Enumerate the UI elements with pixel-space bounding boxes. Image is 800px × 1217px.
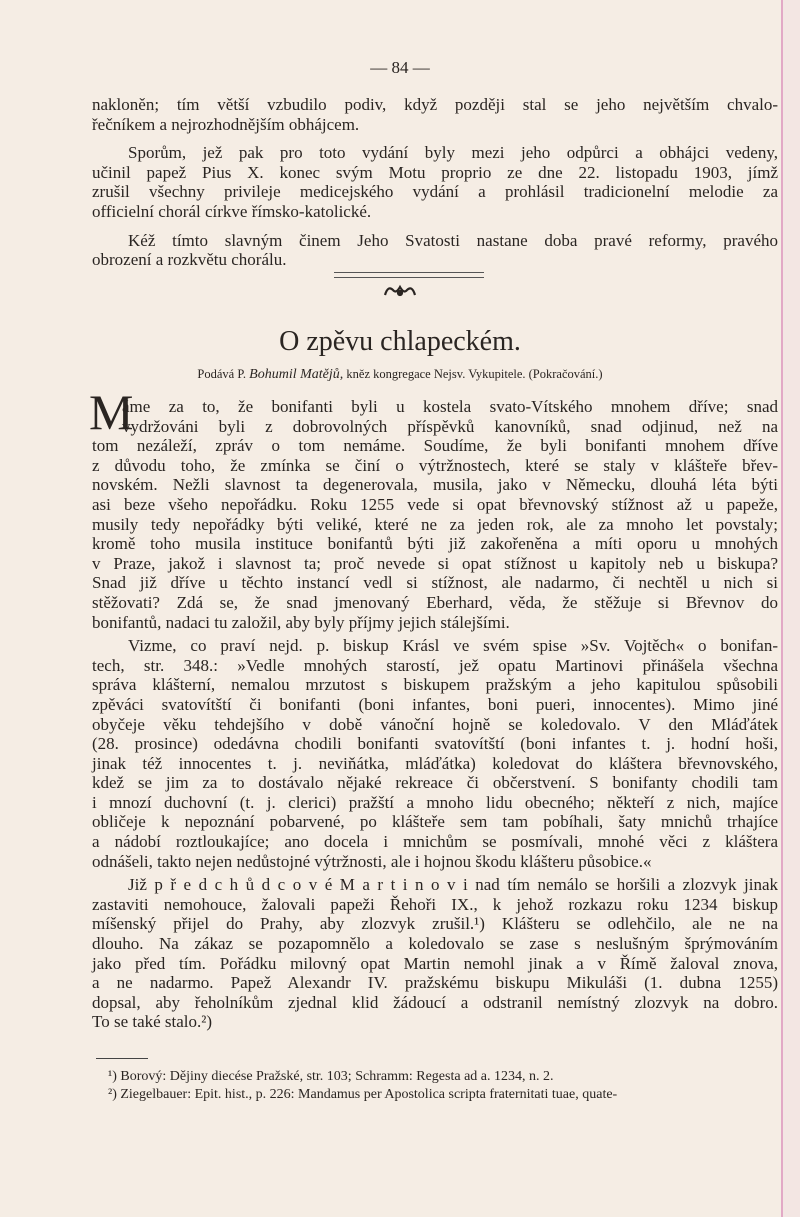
byline-author: Bohumil Matějů, — [249, 367, 344, 382]
paragraph — [92, 397, 778, 632]
text-line: Kéž tímto slavným činem Jeho Svatosti nastane doba pravé reformy, pravého — [128, 230, 778, 250]
text-line: a nádobí roztloukajíce; ano docela i mnichům se posmívali, mnohé věci z kláštera — [92, 832, 778, 852]
text-line: odnášeli, takto nejen nedůstojné výtržnosti, ale i hojnou škodu klášteru působice.« — [92, 851, 652, 871]
text-line: musily tedy nepořádky býti veliké, které ne za jeden rok, ale za mnoho let povstaly; — [92, 514, 778, 534]
text-line: Vizme, co praví nejd. p. biskup Krásl ve svém spise »Sv. Vojtěch« o bonifan- — [128, 636, 778, 656]
text-line: dlouho. Na zákaz se pozapomnělo a koledovalo se zase s neslušným šprýmováním — [92, 934, 778, 954]
text-line: (28. prosince) odedávna chodili bonifanti svatovítští (boni infantes t. j. hodní hoši, — [92, 734, 778, 754]
text-line: stěžovati? Zdá se, že snad jmenovaný Eberhard, věda, že stěžuje si Břevnov do — [92, 592, 778, 612]
paragraph — [92, 636, 778, 871]
byline-prefix: Podává P. — [197, 367, 247, 381]
text-line: To se také stalo.²) — [92, 1012, 213, 1032]
text-line: áme za to, že bonifanti byli u kostela svato-Vítského mnohem dříve; snad — [122, 397, 778, 416]
text-line: Sporům, jež pak pro toto vydání byly mezi jeho odpůrci a obhájci vedeny, — [128, 143, 778, 163]
text-line: obrození a rozkvětu chorálu. — [92, 250, 287, 270]
text-line: kromě toho musila instituce bonifantů býti již zakořeněna a míti oporu u mnohých — [92, 534, 778, 554]
section-divider-rule — [334, 277, 484, 278]
page-number: — 84 — — [370, 58, 430, 77]
text-line: novském. Nežli slavnost ta degenerovala, musila, jako v Německu, dlouhá léta býti — [92, 475, 778, 495]
text-line: zastaviti nemohouce, žalovali papeži Řehoři IX., k jehož rozkazu roku 1234 biskup — [92, 894, 778, 914]
text-line: správa klášterní, nemalou mrzutost s biskupem pražským a jeho kapitulou spůsobili — [92, 675, 778, 695]
footnote-rule — [96, 1058, 148, 1059]
text-line: tech, str. 348.: »Vedle mnohých starostí, jež opatu Martinovi přinášela všechna — [92, 655, 778, 675]
section-divider-rule — [334, 272, 484, 273]
text-line: dopsal, aby řeholníkům zjednal klid žádoucí a odstranil nemístný zlozvyk na dobro. — [92, 992, 778, 1012]
text-line: asi beze všeho nepořádku. Roku 1255 vede si opat břevnovský stížnost až u papeže, — [92, 494, 778, 514]
text-line: míšenský přijel do Prahy, aby zlozvyk zrušil.¹) Klášteru se odlehčilo, ale ne na — [92, 914, 778, 934]
text-line: nakloněn; tím větší vzbudilo podiv, když později stal se jeho největším chvalo- — [92, 95, 778, 114]
text-line: obyčeje věku tehdejšího v době vánoční hojně se koledovalo. V den Mláďátek — [92, 714, 778, 734]
intro-text — [92, 95, 778, 270]
text-line: tom nezáleží, zpráv o tom nemáme. Soudíme, že byli bonifanti mnohem dříve — [92, 436, 778, 456]
byline-suffix: kněz kongregace Nejsv. Vykupitele. (Pokračování.) — [346, 367, 603, 381]
text-line: Již p ř e d c h ů d c o v é M a r t i n o v i nad tím nemálo se horšili a zlozvyk jinak — [128, 875, 778, 895]
text-line: kdež se jim za to dostávalo nějaké rekreace či občerstvení. S bonifanty chodili tam — [92, 773, 778, 793]
text-line: v Praze, jakož i slavnost ta; proč nevede si opat stížnost u kapitoly neb u biskupa? — [92, 553, 778, 573]
paragraph — [92, 95, 778, 134]
paragraph — [92, 231, 778, 270]
text-line: z důvodu toho, že zmínka se činí o výtržnostech, které se staly v klášteře břev- — [92, 455, 778, 475]
text-line: vydržováni byli z dobrovolných příspěvků kanovníků, snad odjinud, než na — [122, 416, 778, 436]
paragraph — [92, 143, 778, 221]
paragraph — [92, 875, 778, 1032]
text-line: řečníkem a nejrozhodnějším obhájcem. — [92, 114, 360, 134]
text-line: a ne nadarmo. Papež Alexandr IV. pražskému biskupu Mikuláši (1. dubna 1255) — [92, 973, 778, 993]
text-line: Snad již dříve u těchto instancí vedl si stížnost, ale nadarmo, či nechtěl u nich si — [92, 573, 778, 593]
text-line: officielní chorál církve římsko-katolické. — [92, 201, 372, 221]
text-line: bonifantů, nadaci tu založil, aby byly příjmy jejich stálejšími. — [92, 612, 510, 632]
text-line: zrušil všechny privileje medicejského vydání a prohlásil tradicionelní melodie za — [92, 182, 778, 202]
text-line: zpěváci svatovítští či bonifanti (boni infantes, boni pueri, innocentes). Mimo jiné — [92, 694, 778, 714]
footnote-1: ¹) Borový: Dějiny diecése Pražské, str. 103; Schramm: Regesta ad a. 1234, n. 2. — [108, 1069, 554, 1084]
page-margin — [783, 0, 800, 1217]
text-line: učinil papež Pius X. konec svým Motu proprio ze dne 22. listopadu 1903, jímž — [92, 162, 778, 182]
text-line: i mnozí duchovní (t. j. clerici) pražští a mnoho lidu obecného; někteří z nich, majíce — [92, 792, 778, 812]
footnote-2: ²) Ziegelbauer: Epit. hist., p. 226: Mandamus per Apostolica scripta fraternitati tuae, quate- — [108, 1087, 618, 1102]
article-body — [89, 384, 778, 1032]
article-byline — [0, 367, 800, 383]
drop-cap: M — [89, 384, 134, 440]
article-title: O zpěvu chlapeckém. — [279, 326, 521, 357]
text-line: jinak též innocentes t. j. neviňátka, mláďátka) koledovat do kláštera břevnovského, — [92, 753, 778, 773]
text-line: obličeje k nepoznání pobarvené, po klášteře sem tam pobíhali, šaty mnichů trhajíce — [92, 812, 778, 832]
ornament-icon — [382, 282, 418, 303]
page-edge-line — [781, 0, 783, 1217]
text-line: jako před tím. Pořádku milovný opat Martin nemohl jinak a v Římě žaloval znova, — [92, 953, 778, 973]
